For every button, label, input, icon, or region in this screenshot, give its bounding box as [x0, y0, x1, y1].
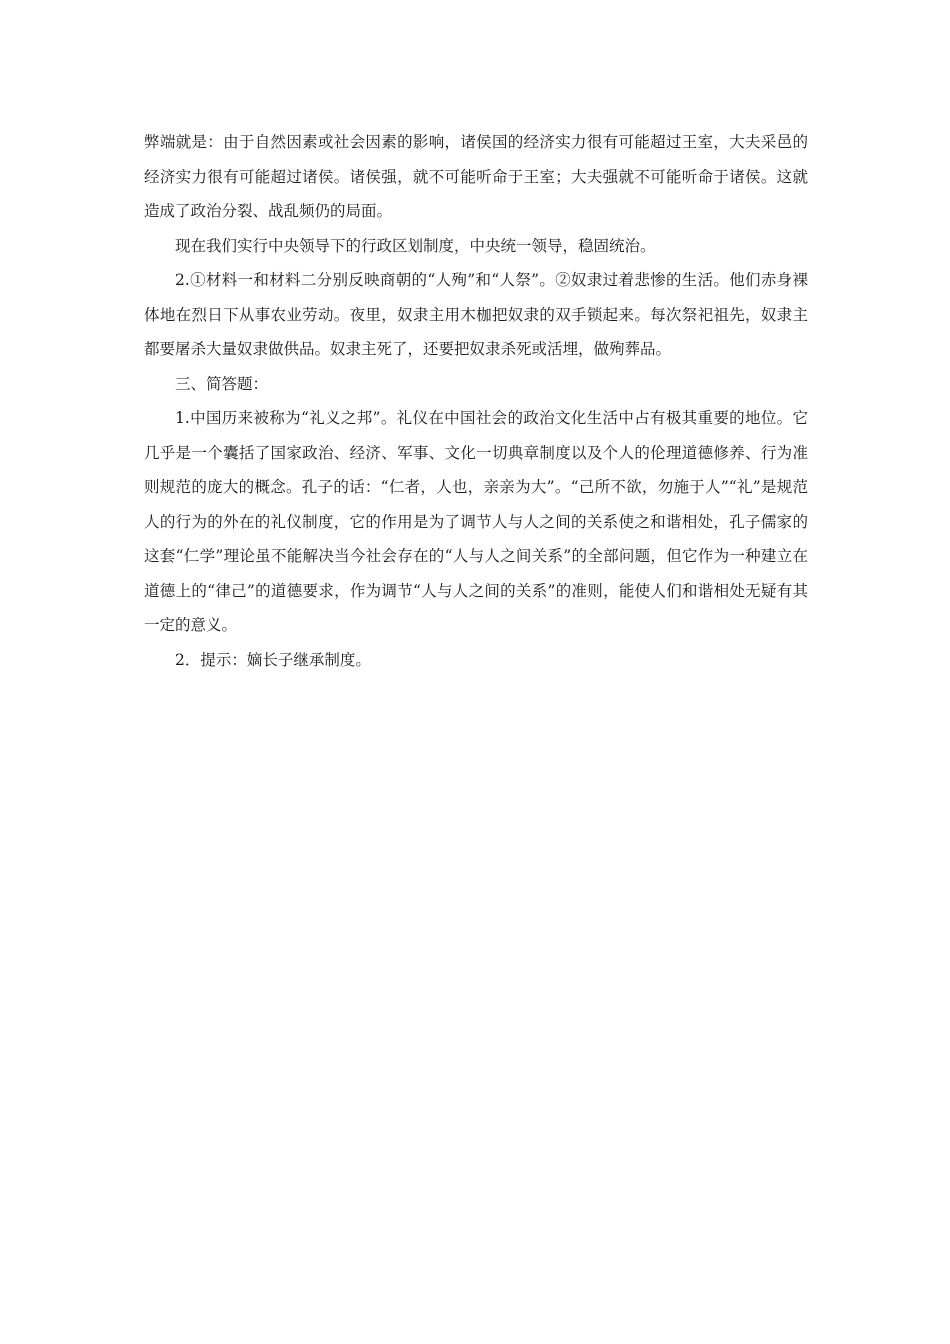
paragraph-central-administration: 现在我们实行中央领导下的行政区划制度，中央统一领导，稳固统治。	[175, 236, 656, 255]
paragraph-feudal-drawbacks: 弊端就是：由于自然因素或社会因素的影响，诸侯国的经济实力很有可能超过王室，大夫采邑的经济实力很有可能超过诸侯。诸侯强，就不可能听命于王室；大夫强就不可能听命于诸侯。这就造成了政治分裂、战乱频仍的局面。	[144, 133, 808, 220]
paragraph-answer-2-slavery: 2.①材料一和材料二分别反映商朝的“人殉”和“人祭”。②奴隶过着悲惨的生活。他们赤身裸体地在烈日下从事农业劳动。夜里，奴隶主用木枷把奴隶的双手锁起来。每次祭祀祖先，奴隶主都要屠杀大量奴隶做供品。奴隶主死了，还要把奴隶杀死或活埋，做殉葬品。	[144, 271, 808, 358]
document-body	[144, 125, 808, 677]
paragraph-answer-2-hint: 2．提示：嫡长子继承制度。	[175, 650, 371, 669]
section-heading-short-answer: 三、简答题：	[175, 374, 269, 393]
paragraph-answer-1-etiquette: 1.中国历来被称为“礼义之邦”。礼仪在中国社会的政治文化生活中占有极其重要的地位。它几乎是一个囊括了国家政治、经济、军事、文化一切典章制度以及个人的伦理道德修养、行为准则规范的庞大的概念。孔子的话：“仁者，人也，亲亲为大”。“己所不欲，勿施于人”“礼”是规范人的行为的外在的礼仪制度，它的作用是为了调节人与人之间的关系使之和谐相处，孔子儒家的这套“仁学”理论虽不能解决当今社会存在的“人与人之间关系”的全部问题，但它作为一种建立在道德上的“律己”的道德要求，作为调节“人与人之间的关系”的准则，能使人们和谐相处无疑有其一定的意义。	[144, 409, 808, 634]
